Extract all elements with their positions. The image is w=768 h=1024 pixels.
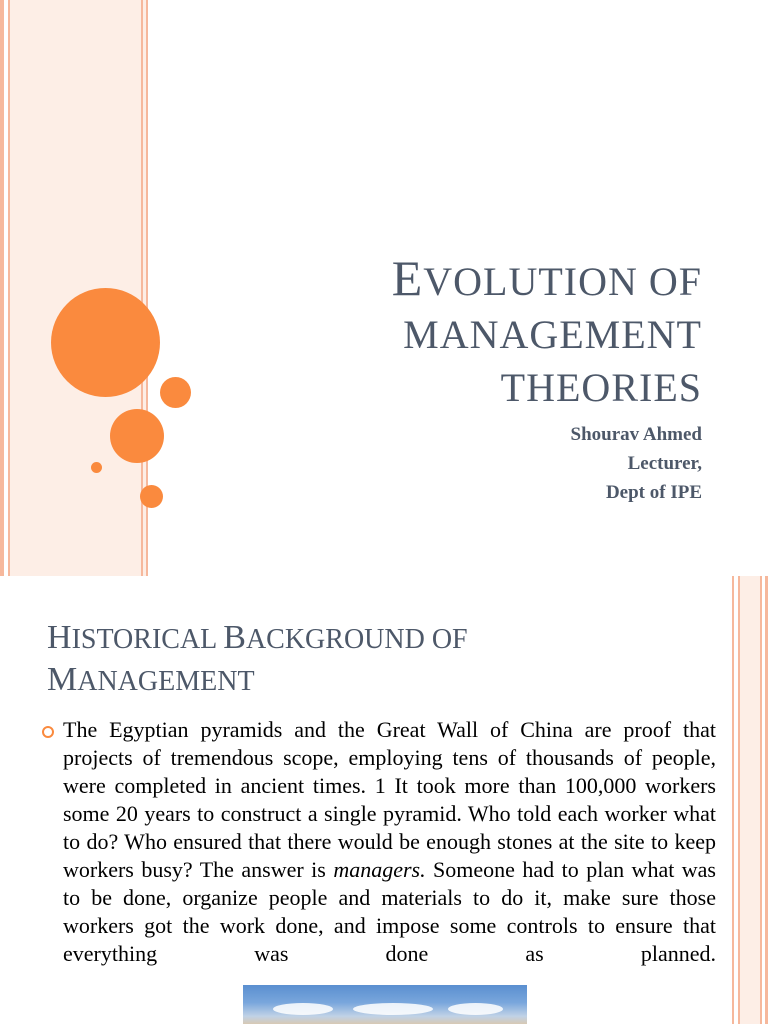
body-paragraph [63, 716, 716, 968]
content-slide [0, 576, 768, 1024]
cloud-shape [353, 1003, 433, 1015]
title-block [392, 252, 702, 507]
decorative-circle-small [140, 485, 163, 508]
heading-initial: B [223, 619, 246, 656]
decorative-band [738, 576, 762, 1024]
body-emphasis: managers. [333, 857, 426, 882]
slide-title [392, 252, 702, 414]
slide-heading [47, 618, 707, 702]
pyramid-photo [243, 985, 527, 1024]
decorative-circle-small [160, 377, 191, 408]
decorative-circle-tiny [91, 462, 102, 473]
body-text-part: Someone had to plan what was to be done, organize people and materials to do it, make sure those workers got the work done, and impose some controls to ensure that everything was done as planned. [63, 857, 716, 966]
body-text-part: The Egyptian pyramids and the Great Wall of China are proof that projects of tremendous scope, employing tens of thousands of people, were completed in ancient times. 1 It took more than 100,000 workers some 20 years to construct a single pyramid. Who told each worker what to do? Who ensured that there would be enough stones at the site to keep workers busy? The answer is [63, 717, 716, 882]
heading-initial: H [47, 619, 72, 656]
cloud-shape [273, 1003, 333, 1015]
author-role: Lecturer, [627, 453, 702, 474]
decorative-stripe [738, 576, 740, 1024]
title-initial: E [391, 250, 424, 306]
decorative-stripe [0, 0, 4, 576]
title-line-3: THEORIES [500, 365, 702, 410]
decorative-band [8, 0, 146, 576]
heading-word: ANAGEMENT [77, 666, 255, 697]
title-line-2: MANAGEMENT [403, 312, 702, 357]
decorative-stripe [8, 0, 10, 576]
heading-word: ACKGROUND OF [245, 624, 468, 655]
decorative-stripe [760, 576, 762, 1024]
circle-bullet-icon [42, 726, 54, 738]
author-block [392, 420, 702, 507]
heading-initial: M [47, 661, 78, 698]
decorative-circle-large [51, 288, 160, 397]
author-name: Shourav Ahmed [570, 424, 702, 445]
title-line-1: VOLUTION OF [423, 259, 702, 304]
heading-word: ISTORICAL [71, 624, 217, 655]
decorative-stripe [732, 576, 734, 1024]
author-dept: Dept of IPE [605, 482, 702, 503]
decorative-circle-medium [110, 409, 164, 463]
cloud-shape [448, 1003, 503, 1015]
